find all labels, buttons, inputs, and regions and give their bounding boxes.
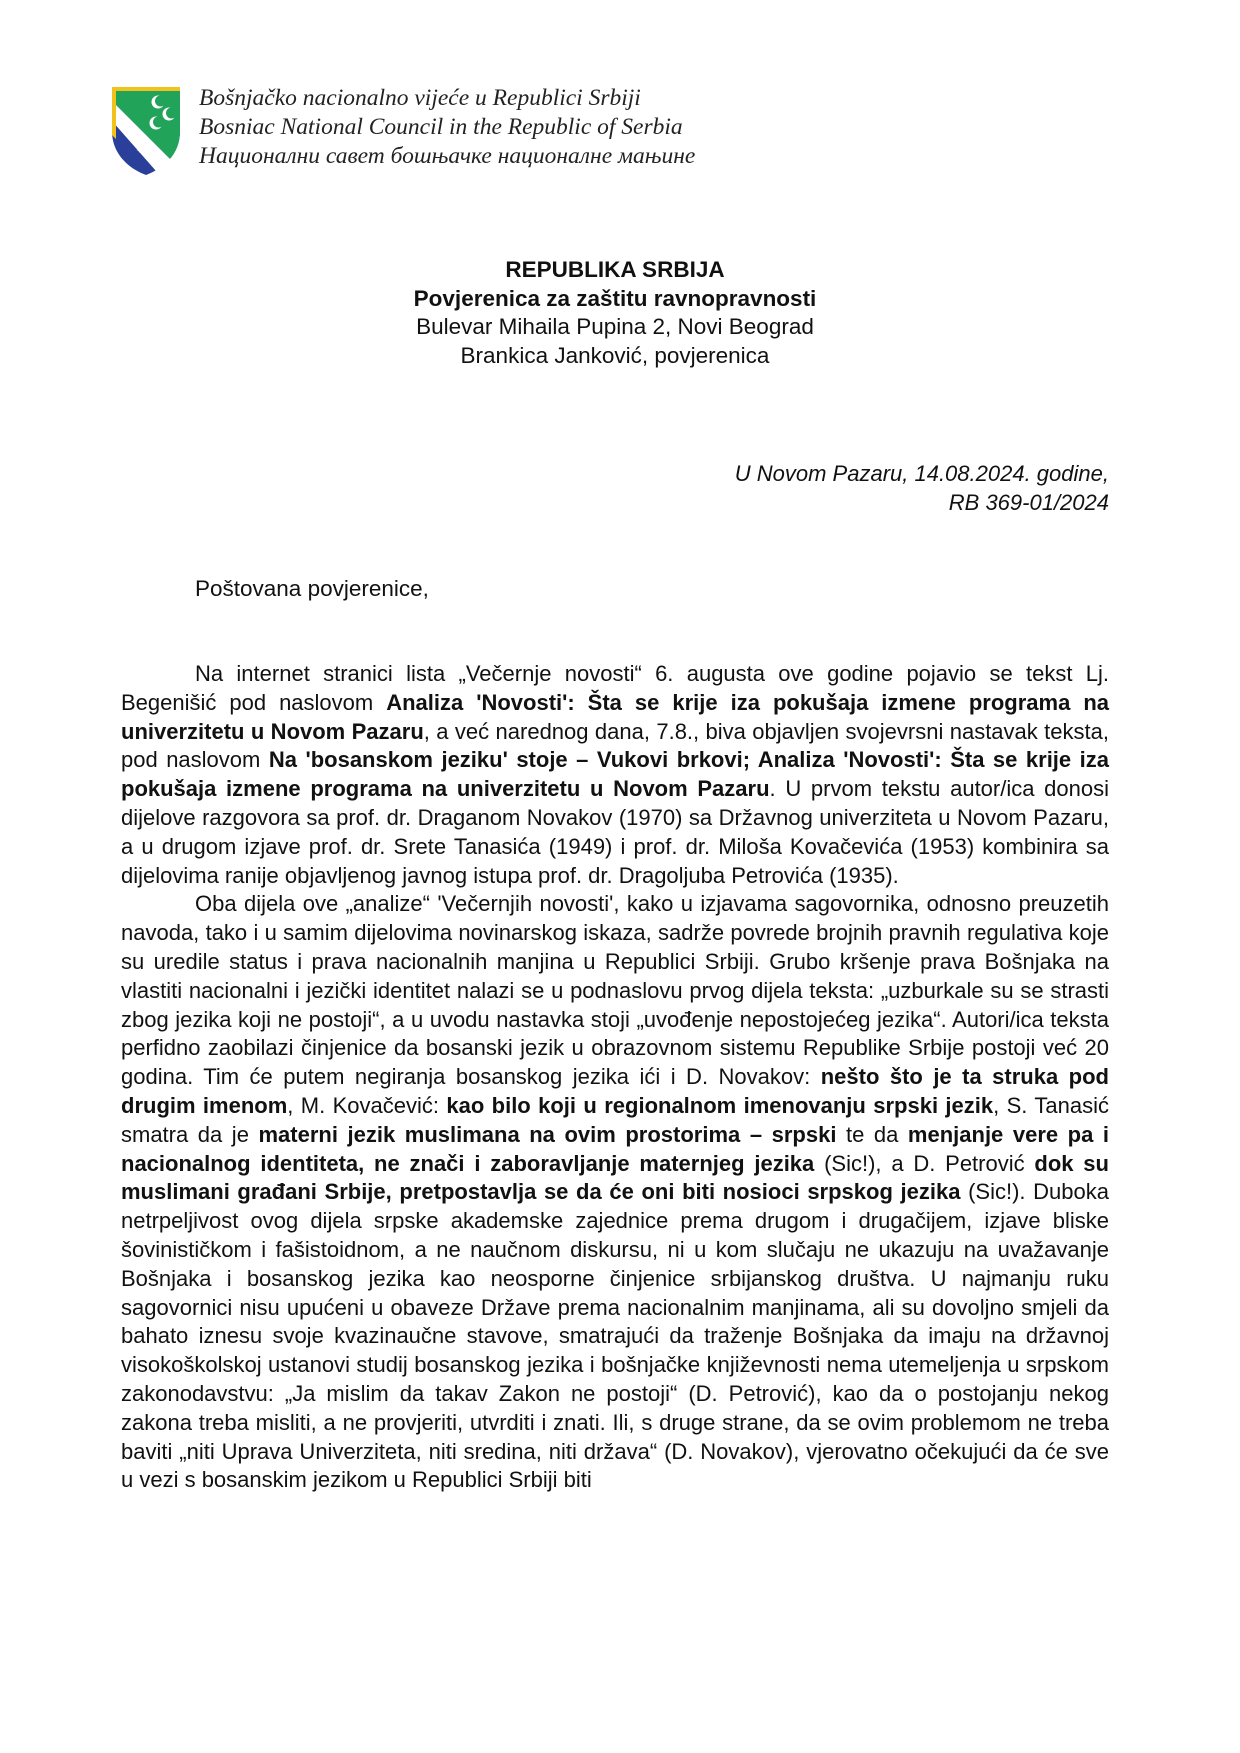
body-text-run: Na internet stranici lista „Večernje novosti“ 6. augusta ove godine pojavio se tekst Lj. Begenišić pod naslovom (121, 661, 1109, 715)
svg-text:✦: ✦ (130, 138, 137, 147)
bold-quoted-text: dok su muslimani građani Srbije, pretpostavlja se da će oni biti nosioci srpskog jezika (121, 1150, 1109, 1205)
org-name-serbian-cyrillic: Национални савет бошњачке националне мањине (199, 143, 696, 169)
org-name-bosnian: Bošnjačko nacionalno vijeće u Republici Srbiji (199, 85, 641, 111)
body-text-run: . U prvom tekstu autor/ica donosi dijelove razgovora sa prof. dr. Draganom Novakov (1970) sa Državnog univerziteta u Novom Pazaru, a u drugom izjave prof. dr. Srete Tanasića (1949) i prof. dr. Miloša Kovačevića (1953) kombinira sa dijelovima ranije objavljenog javnog istupa prof. dr. Dragoljuba Petrovića (1935). (121, 776, 1109, 888)
bold-quoted-text: nešto što je ta struka pod drugim imenom (121, 1064, 1109, 1118)
body-text-run: , M. Kovačević: (287, 1092, 447, 1118)
body-text-run: , a već narednog dana, 7.8., biva objavljen svojevrsni nastavak teksta, pod naslovom (121, 718, 1109, 773)
recipient-office: Povjerenica za zaštitu ravnopravnosti (413, 285, 817, 311)
body-text-run: Oba dijela ove „analize“ 'Večernjih novosti', kako u izjavama sagovornika, odnosno preuzetih navoda, tako i u samim dijelovima novinarskog iskaza, sadrže povrede brojnih pravnih regulativa koje su uredile status i prava nacionalnih manjina u Republici Srbiji. Grubo kršenje prava Bošnjaka na vlastiti nacionalni i jezički identitet nalazi se u podnaslovu prvog dijela teksta: „uzburkale su se strasti zbog jezika koji ne postoji“, a u uvodu nastavka stoji „uvođenje nepostojećeg jezika“. Autori/ica teksta perfidno zaobilazi činjenice da bosanski jezik u obrazovnom sistemu Republike Srbije postoji već 20 godina. Tim će putem negiranja bosanskog jezika ići i D. Novakov: (121, 891, 1109, 1090)
bold-quoted-text: kao bilo koji u regionalnom imenovanju srpski jezik (446, 1092, 994, 1118)
body-text-run: (Sic!). Duboka netrpeljivost ovog dijela srpske akademske zajednice prema drugom i drugačijem, izjave bliske šovinističkom i fašistoidnom, a ne naučnom diskursu, ni u kom slučaju ne ukazuju na uvažavanje Bošnjaka i bosanskog jezika kao neosporne činjenice srbijanskog društva. U najmanju ruku sagovornici nisu upućeni u obaveze Države prema nacionalnim manjinama, ali su dovoljno smjeli da bahato iznesu svoje kvazinaučne stavove, smatrajući da traženje Bošnjaka da imaju na državnoj visokoškolskoj ustanovi studij bosanskog jezika i bošnjačke književnosti nema utemeljenja u srpskom zakonodavstvu: „Ja mislim da takav Zakon ne postoji“ (D. Petrović), kao da o postojanju nekog zakona treba misliti, a ne provjeriti, utvrditi i znati. Ili, s druge strane, da se ovim problemom ne treba baviti „niti Uprava Univerziteta, niti sredina, niti država“ (D. Novakov), vjerovatno očekujući da će sve u vezi s bosanskim jezikom u Republici Srbiji biti (121, 1179, 1109, 1493)
body-paragraph-2 (121, 890, 1109, 1495)
body-text-run: (Sic!), a D. Petrović (814, 1150, 1035, 1176)
reference-number: RB 369-01/2024 (948, 490, 1109, 515)
dateline (735, 459, 1109, 517)
recipient-address: Bulevar Mihaila Pupina 2, Novi Beograd (416, 314, 814, 339)
place-and-date: U Novom Pazaru, 14.08.2024. godine, (734, 461, 1109, 486)
svg-text:✦: ✦ (124, 130, 131, 139)
recipient-person: Brankica Janković, povjerenica (460, 342, 770, 368)
bold-quoted-text: Na 'bosanskom jeziku' stoje – Vukovi brkovi; Analiza 'Novosti': Šta se krije iza pokušaja izmene programa na univerzitetu u Novom Pazaru (121, 747, 1109, 802)
bold-quoted-text: menjanje vere pa i nacionalnog identiteta, ne znači i zaboravljanje maternjeg jezika (121, 1121, 1109, 1176)
body-text-run: , S. Tanasić smatra da je (121, 1092, 1109, 1147)
letter-body (121, 660, 1109, 1495)
letterhead-organization-names (199, 84, 695, 171)
body-text-run: te da (836, 1121, 908, 1147)
org-name-english: Bosniac National Council in the Republic of Serbia (199, 114, 683, 140)
recipient-country: REPUBLIKA SRBIJA (505, 257, 725, 282)
bold-quoted-text: Analiza 'Novosti': Šta se krije iza pokušaja izmene programa na univerzitetu u Novom Pazaru (121, 689, 1109, 744)
body-paragraph-1 (121, 660, 1109, 890)
svg-text:✦: ✦ (136, 146, 143, 155)
bosniak-council-crest-logo (110, 85, 182, 177)
salutation: Poštovana povjerenice, (195, 576, 429, 601)
bold-quoted-text: materni jezik muslimana na ovim prostorima – srpski (258, 1121, 837, 1147)
recipient-block (0, 256, 1230, 370)
